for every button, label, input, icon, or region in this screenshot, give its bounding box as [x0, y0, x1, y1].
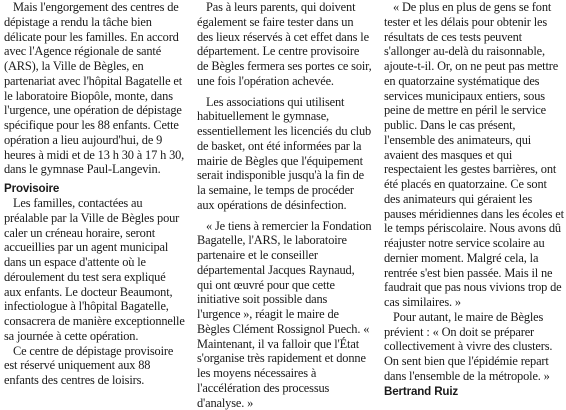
byline: Bertrand Ruiz: [384, 384, 459, 398]
column-3: [384, 0, 564, 399]
paragraph: Pas à leurs parents, qui doivent également se faire tester dans un des lieux réservés à cet effet dans le département. Le centre provisoire de Bègles fermera ses portes ce soir, une fois l'opération achevée.: [197, 0, 372, 88]
paragraph: « De plus en plus de gens se font tester et les délais pour obtenir les résultats de ces tests peuvent s'allonger au-delà du raisonnable, ajoute-t-il. Or, on ne peut pas mettre en quatorzaine systématique des services municipaux entiers, sous peine de mettre en péril le service public. Dans le cas présent, l'ensemble des animateurs, qui avaient des masques et qui respectaient les gestes barrières, ont été placés en quatorzaine. Ce sont des animateurs qui géraient les pauses méridiennes dans les écoles et le temps périscolaire. Nous avons dû réajuster notre service scolaire au dernier moment. Malgré cela, la rentrée s'est bien passée. Mais il ne faudrait que pas nous vivions trop de cas similaires. »: [384, 0, 564, 309]
column-2: [197, 0, 372, 410]
subheading: Provisoire: [4, 182, 60, 195]
paragraph: Pour autant, le maire de Bègles prévient : « On doit se préparer collectivement à vivre des clusters. On sent bien que l'épidémie repart dans l'ensemble de la métropole. »: [384, 309, 553, 383]
paragraph: Les associations qui utilisent habituellement le gymnase, essentiellement les licenciés du club de basket, ont été informées par la mairie de Bègles que l'équipement serait indisponible jusqu'à la fin de la semaine, le temps de procéder aux opérations de désinfection.: [197, 94, 372, 212]
column-1: [4, 0, 185, 388]
paragraph: Les familles, contactées au préalable par la Ville de Bègles pour caler un créneau horaire, seront accueillies par un agent municipal dans un espace d'attente où le déroulement du test sera expliqué aux enfants. Le docteur Beaumont, infectiologue à l'hôpital Bagatelle, consacrera de manière exceptionnelle sa journée à cette opération.: [4, 196, 185, 343]
paragraph: Ce centre de dépistage provisoire est réservé uniquement aux 88 enfants des centres de loisirs.: [4, 343, 174, 387]
paragraph: Mais l'engorgement des centres de dépistage a rendu la tâche bien délicate pour les familles. En accord avec l'Agence régionale de santé (ARS), la Ville de Bègles, en partenariat avec l'hôpital Bagatelle et le laboratoire Biopôle, monte, dans l'urgence, une opération de dépistage spécifique pour les 88 enfants. Cette opération a lieu aujourd'hui, de 9 heures à midi et de 13 h 30 à 17 h 30, dans le gymnase Paul-Langevin.: [4, 0, 185, 177]
paragraph: « Je tiens à remercier la Fondation Bagatelle, l'ARS, le laboratoire partenaire et le conseiller départemental Jacques Raynaud, qui ont œuvré pour que cette initiative soit possible dans l'urgence », réagit le maire de Bègles Clément Rossignol Puech. « Maintenant, il va falloir que l'État s'organise très rapidement et donne les moyens nécessaires à l'accélération des processus d'analyse. »: [197, 218, 372, 410]
